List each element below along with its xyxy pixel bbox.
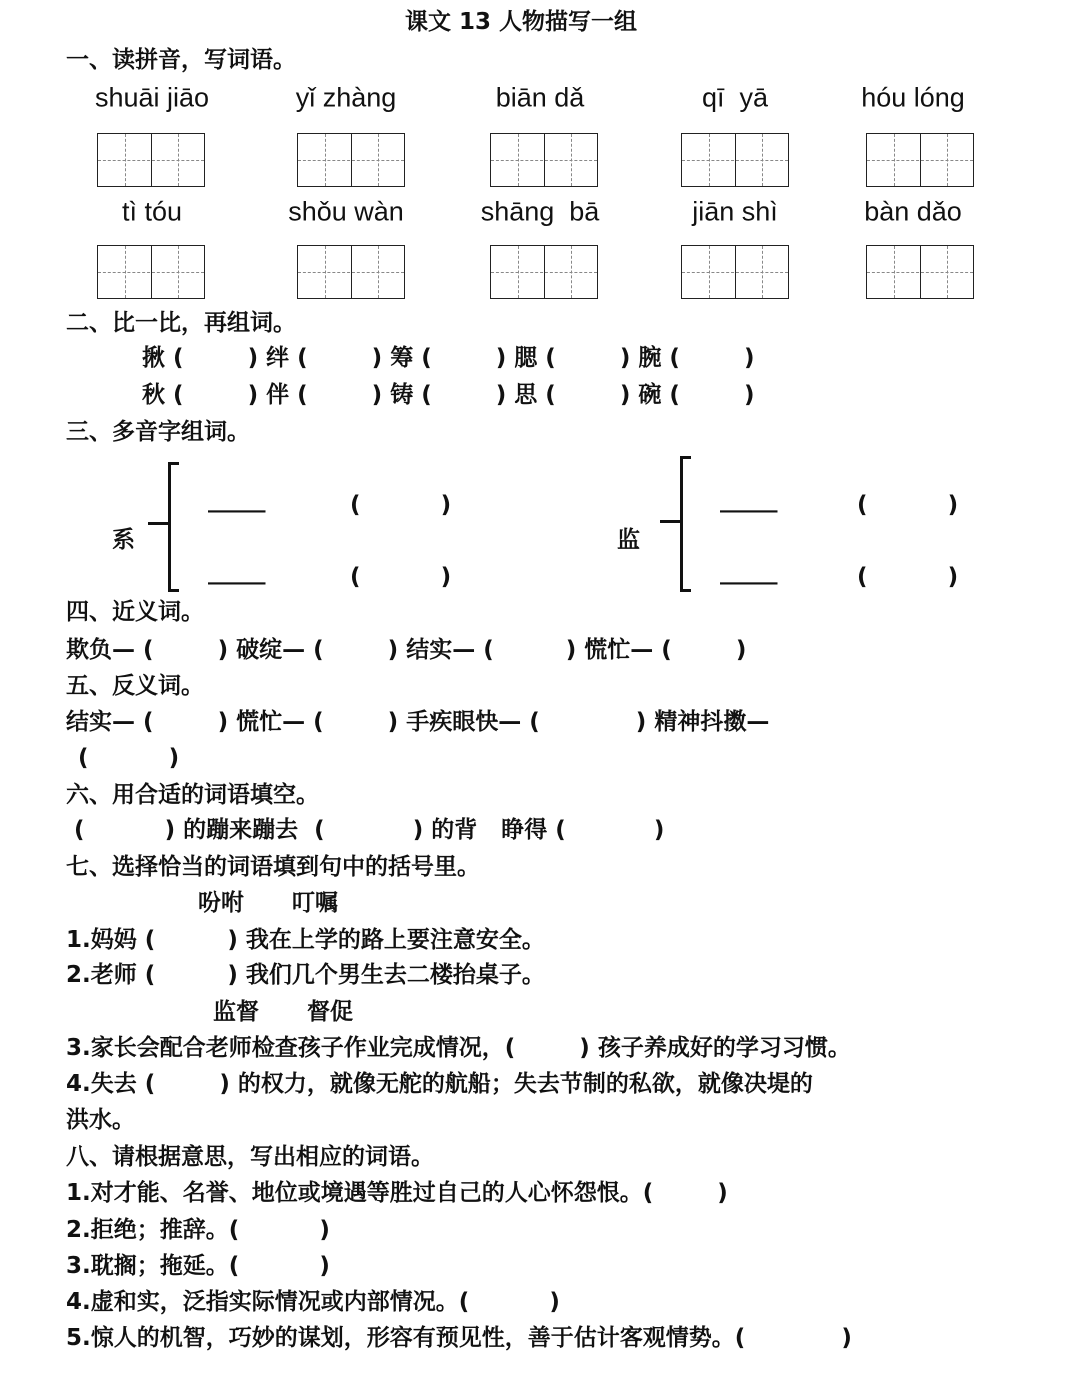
pinyin: hóu lóng <box>861 82 965 113</box>
writing-grid-box[interactable] <box>97 133 205 187</box>
question: 5.惊人的机智，巧妙的谋划，形容有预见性，善于估计客观情势。( ) <box>66 1325 852 1351</box>
synonym-line: 欺负— ( ) 破绽— ( ) 结实— ( ) 慌忙— ( ) <box>66 637 747 663</box>
writing-grid-box[interactable] <box>490 133 598 187</box>
blank: _____ <box>720 487 778 513</box>
question: 4.虚和实，泛指实际情况或内部情况。( ) <box>66 1289 560 1315</box>
question: 1.妈妈 ( ) 我在上学的路上要注意安全。 <box>66 927 545 953</box>
page-title: 课文 13 人物描写一组 <box>405 9 638 35</box>
section-8-heading: 八、请根据意思，写出相应的词语。 <box>66 1144 434 1170</box>
pinyin: jiān shì <box>692 196 778 227</box>
antonym-line: 结实— ( ) 慌忙— ( ) 手疾眼快— ( ) 精神抖擞— <box>66 709 770 735</box>
pinyin: bàn dǎo <box>864 196 962 227</box>
pinyin: tì tóu <box>121 196 183 227</box>
pinyin: biān dǎ <box>495 82 585 113</box>
word-choices: 监督 督促 <box>213 999 354 1025</box>
paren: ( ) <box>350 492 452 518</box>
blank: _____ <box>208 487 266 513</box>
question: 洪水。 <box>66 1107 135 1133</box>
blank: _____ <box>720 559 778 585</box>
pinyin: yǐ zhàng <box>295 82 397 113</box>
paren: ( ) <box>857 492 959 518</box>
compare-row: 秋 ( ) 伴 ( ) 铸 ( ) 思 ( ) 碗 ( ) <box>142 382 755 408</box>
section-3-heading: 三、多音字组词。 <box>66 419 250 445</box>
writing-grid-box[interactable] <box>866 133 974 187</box>
question: 2.老师 ( ) 我们几个男生去二楼抬桌子。 <box>66 962 545 988</box>
section-5-heading: 五、反义词。 <box>66 673 204 699</box>
writing-grid-box[interactable] <box>866 245 974 299</box>
paren: ( ) <box>350 564 452 590</box>
section-6-heading: 六、用合适的词语填空。 <box>66 782 319 808</box>
bracket <box>168 462 179 592</box>
paren: ( ) <box>857 564 959 590</box>
writing-grid-box[interactable] <box>97 245 205 299</box>
section-4-heading: 四、近义词。 <box>66 599 204 625</box>
polyphone-char: 监 <box>617 527 640 553</box>
section-2-heading: 二、比一比，再组词。 <box>66 310 296 336</box>
question: 3.家长会配合老师检查孩子作业完成情况，( ) 孩子养成好的学习习惯。 <box>66 1035 851 1061</box>
pinyin: qī yā <box>701 82 769 113</box>
question: 1.对才能、名誉、地位或境遇等胜过自己的人心怀怨恨。( ) <box>66 1180 728 1206</box>
question: 3.耽搁；拖延。( ) <box>66 1253 330 1279</box>
compare-row: 揪 ( ) 绊 ( ) 筹 ( ) 腮 ( ) 腕 ( ) <box>142 345 755 371</box>
pinyin: shuāi jiāo <box>94 82 210 113</box>
polyphone-char: 系 <box>112 527 135 553</box>
antonym-line: ( ) <box>78 745 180 771</box>
word-choices: 吩咐 叮嘱 <box>198 890 339 916</box>
blank: _____ <box>208 559 266 585</box>
section-7-heading: 七、选择恰当的词语填到句中的括号里。 <box>66 854 480 880</box>
bracket-tick <box>148 522 170 525</box>
bracket-tick <box>660 520 682 523</box>
writing-grid-box[interactable] <box>681 245 789 299</box>
writing-grid-box[interactable] <box>681 133 789 187</box>
writing-grid-box[interactable] <box>297 133 405 187</box>
question: 2.拒绝；推辞。( ) <box>66 1217 330 1243</box>
pinyin: shāng bā <box>480 196 600 227</box>
writing-grid-box[interactable] <box>490 245 598 299</box>
question: 4.失去 ( ) 的权力，就像无舵的航船；失去节制的私欲，就像决堤的 <box>66 1071 813 1097</box>
pinyin: shǒu wàn <box>288 196 404 227</box>
fill-line: ( ) 的蹦来蹦去 ( ) 的背 睁得 ( ) <box>66 817 665 843</box>
bracket <box>680 456 691 592</box>
section-1-heading: 一、读拼音，写词语。 <box>66 47 296 73</box>
writing-grid-box[interactable] <box>297 245 405 299</box>
